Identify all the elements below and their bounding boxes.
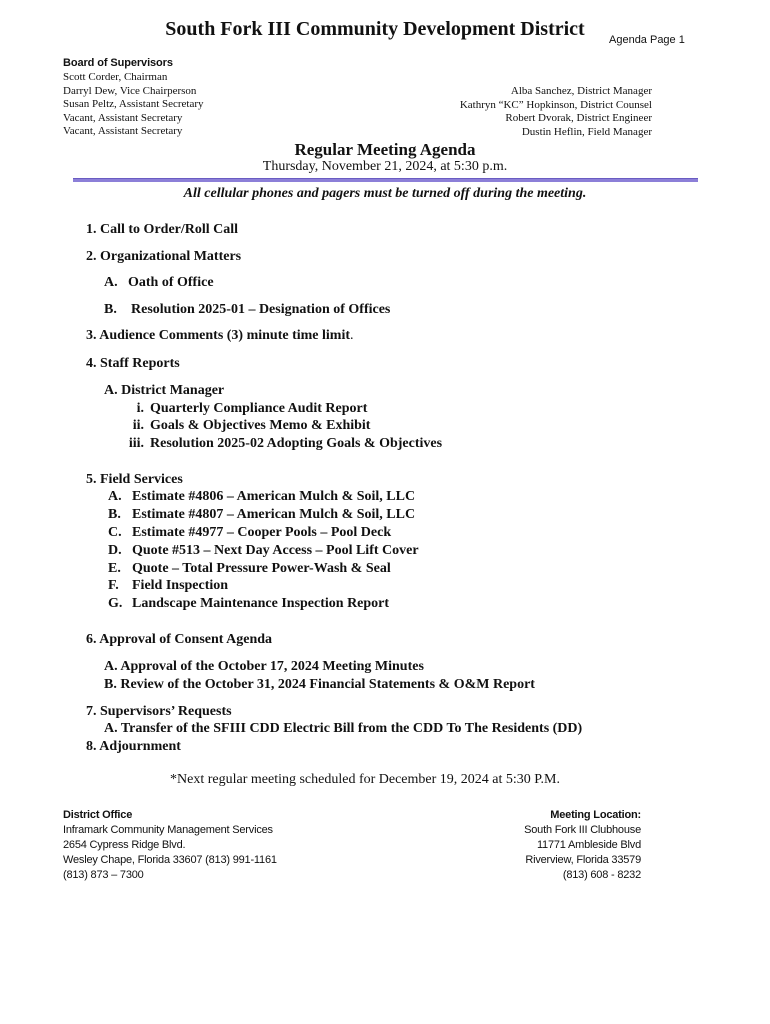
item-letter: F. [108,578,119,593]
item-text: Quote #513 – Next Day Access – Pool Lift Cover [132,543,419,558]
agenda-item-3 [86,328,354,344]
location-line: Riverview, Florida 33579 [525,854,641,866]
board-members [63,71,204,139]
item-period: . [350,328,354,343]
item-text: Goals & Objectives Memo & Exhibit [150,418,371,433]
board-heading: Board of Supervisors [63,57,173,69]
next-meeting-note: *Next regular meeting scheduled for December 19, 2024 at 5:30 P.M. [170,772,560,787]
meeting-location-block [524,808,641,883]
agenda-item-8: 8. Adjournment [86,739,181,754]
item-letter: B. [108,507,121,522]
agenda-item-6b: B. Review of the October 31, 2024 Financial Statements & O&M Report [104,677,535,692]
item-letter: B. [104,302,117,317]
office-line: (813) 873 – 7300 [63,869,144,881]
item-text: Resolution 2025-01 – Designation of Offices [131,302,391,317]
agenda-item-2: 2. Organizational Matters [86,249,242,264]
agenda-item-7a: A. Transfer of the SFIII CDD Electric Bill from the CDD To The Residents (DD) [104,721,583,736]
office-heading: District Office [63,809,133,821]
office-line: Inframark Community Management Services [63,824,273,836]
agenda-item-4a-ii [122,418,370,434]
agenda-item-5: 5. Field Services [86,472,183,487]
agenda-item-7: 7. Supervisors’ Requests [86,704,232,719]
agenda-item-6a: A. Approval of the October 17, 2024 Meeting Minutes [104,659,424,674]
item-letter: D. [108,543,122,558]
agenda-item-2a [104,275,214,291]
item-text: Estimate #4977 – Cooper Pools – Pool Deck [132,525,392,540]
item-letter: G. [108,596,123,611]
board-member: Susan Peltz, Assistant Secretary [63,98,204,110]
divider-rule [73,178,698,182]
item-text: Estimate #4807 – American Mulch & Soil, LLC [132,507,416,522]
agenda-item-2b [104,302,390,318]
staff-member: Dustin Heflin, Field Manager [521,125,652,138]
item-letter: C. [108,525,122,540]
board-member: Scott Corder, Chairman [63,71,168,83]
location-line: 11771 Ambleside Blvd [536,839,641,851]
agenda-item-4a-iii [122,436,442,452]
agenda-item-4: 4. Staff Reports [86,356,180,371]
board-member: Darryl Dew, Vice Chairperson [63,84,197,97]
item-letter: A. [104,275,118,290]
agenda-item-4a-i [122,401,367,417]
staff-member: Kathryn “KC” Hopkinson, District Counsel [459,98,652,111]
item-letter: A. [108,489,122,504]
district-title: South Fork III Community Development District [165,18,585,40]
item-text: Quote – Total Pressure Power-Wash & Seal [132,561,391,576]
agenda-item-5d [108,543,419,559]
agenda-item-5g [108,596,389,612]
item-text: Estimate #4806 – American Mulch & Soil, LLC [132,489,416,504]
item-letter: E. [108,561,121,576]
location-line: (813) 608 - 8232 [562,869,641,881]
office-line: Wesley Chape, Florida 33607 (813) 991-1161 [63,854,277,866]
phone-notice: All cellular phones and pagers must be turned off during the meeting. [183,186,587,201]
meeting-title: Regular Meeting Agenda [294,140,476,159]
item-text: Resolution 2025-02 Adopting Goals & Objectives [150,436,443,451]
meeting-date: Thursday, November 21, 2024, at 5:30 p.m. [262,159,508,174]
board-member: Vacant, Assistant Secretary [63,111,183,124]
roman-numeral: iii. [128,436,144,451]
staff-list [460,85,652,139]
item-text: Quarterly Compliance Audit Report [150,401,368,416]
agenda-item-4a: A. District Manager [104,383,225,398]
district-office-block [63,808,277,883]
item-text: Landscape Maintenance Inspection Report [132,596,390,611]
agenda-item-5f [108,578,228,594]
location-heading: Meeting Location: [550,809,641,821]
agenda-item-5b [108,507,415,523]
office-line: 2654 Cypress Ridge Blvd. [63,839,186,851]
page-label: Agenda Page 1 [609,34,685,46]
agenda-item-5a [108,489,415,505]
agenda-item-5e [108,561,391,577]
roman-numeral: i. [136,401,144,416]
item-text: Oath of Office [128,275,214,290]
agenda-item-6: 6. Approval of Consent Agenda [86,632,273,647]
agenda-item-5c [108,525,391,541]
staff-member: Robert Dvorak, District Engineer [505,112,652,124]
location-line: South Fork III Clubhouse [524,824,641,836]
board-member: Vacant, Assistant Secretary [63,125,183,137]
item-text: Field Inspection [132,578,229,593]
roman-numeral: ii. [132,418,144,433]
agenda-item-1: 1. Call to Order/Roll Call [86,222,239,237]
item-text: 3. Audience Comments (3) minute time limit [86,328,351,343]
staff-member: Alba Sanchez, District Manager [510,85,652,97]
